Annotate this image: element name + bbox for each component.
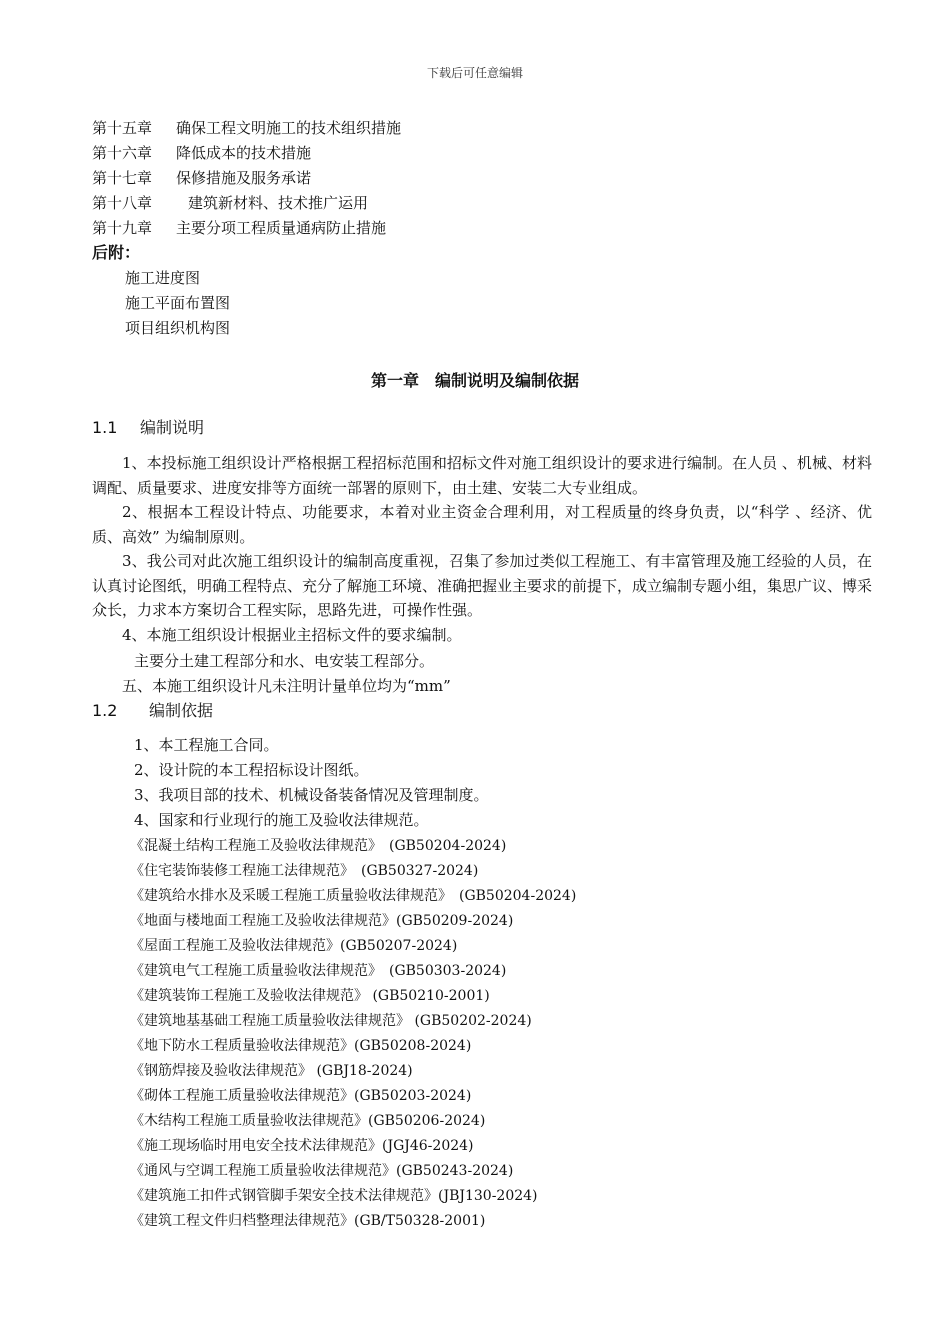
section-number: 1.1: [92, 418, 118, 437]
paragraph: 1、本投标施工组织设计严格根据工程招标范围和招标文件对施工组织设计的要求进行编制。在人员 、机械、材料调配、质量要求、进度安排等方面统一部署的原则下，由土建、安装二大专业组成。: [92, 454, 872, 497]
reference-item: 《建筑施工扣件式钢管脚手架安全技术法律规范》(JBJ130-2024): [130, 1188, 538, 1204]
appendix-item: 施工进度图: [125, 269, 201, 287]
reference-item: 《混凝土结构工程施工及验收法律规范》 (GB50204-2024): [130, 838, 507, 854]
paragraph: 4、本施工组织设计根据业主招标文件的要求编制。: [122, 626, 462, 644]
appendix-item: 施工平面布置图: [125, 294, 231, 312]
reference-item: 《建筑工程文件归档整理法律规范》(GB/T50328-2001): [130, 1213, 486, 1229]
section-title: 编制说明: [140, 418, 205, 437]
paragraph-line: 主要分土建工程部分和水、电安装工程部分。: [134, 652, 435, 670]
basis-item: 2、设计院的本工程招标设计图纸。: [134, 761, 369, 779]
reference-item: 《砌体工程施工质量验收法律规范》(GB50203-2024): [130, 1088, 472, 1104]
toc-chapter-number: 第十八章: [92, 194, 153, 212]
paragraph-line: 五、本施工组织设计凡未注明计量单位均为“mm”: [122, 677, 451, 695]
paragraph: 3、我公司对此次施工组织设计的编制高度重视，召集了参加过类似工程施工、有丰富管理及施工经验的人员，在认真讨论图纸，明确工程特点、充分了解施工环境、准确把握业主要求的前提下，成立编制专题小组，集思广议、博采众长，力求本方案切合工程实际，思路先进，可操作性强。: [92, 552, 873, 620]
appendix-title: 后附：: [92, 243, 141, 262]
section-heading: [92, 417, 204, 439]
toc-chapter-number: 第十五章: [92, 119, 153, 137]
reference-item: 《地下防水工程质量验收法律规范》(GB50208-2024): [130, 1038, 472, 1054]
toc-chapter-number: 第十九章: [92, 219, 153, 237]
reference-item: 《建筑给水排水及采暖工程施工质量验收法律规范》 (GB50204-2024): [130, 888, 577, 904]
toc-chapter-title: 保修措施及服务承诺: [176, 169, 312, 187]
toc-chapter-number: 第十七章: [92, 169, 153, 187]
page-header: 下载后可任意编辑: [426, 66, 523, 80]
toc-chapter-number: 第十六章: [92, 144, 153, 162]
toc-item: [92, 143, 311, 163]
reference-item: 《屋面工程施工及验收法律规范》(GB50207-2024): [130, 938, 458, 954]
reference-item: 《地面与楼地面工程施工及验收法律规范》(GB50209-2024): [130, 913, 514, 929]
toc-chapter-title: 降低成本的技术措施: [176, 144, 312, 162]
basis-item: 3、我项目部的技术、机械设备装备情况及管理制度。: [134, 786, 489, 804]
reference-item: 《施工现场临时用电安全技术法律规范》(JGJ46-2024): [130, 1138, 474, 1154]
section-heading: [92, 700, 213, 722]
section-number: 1.2: [92, 701, 118, 720]
toc-item: [92, 193, 368, 213]
paragraph: 2、根据本工程设计特点、功能要求，本着对业主资金合理利用，对工程质量的终身负责，以“科学 、经济、优质、高效” 为编制原则。: [92, 503, 872, 546]
reference-item: 《钢筋焊接及验收法律规范》 (GBJ18-2024): [130, 1063, 413, 1079]
reference-item: 《建筑地基基础工程施工质量验收法律规范》 (GB50202-2024): [130, 1013, 532, 1029]
basis-item: 1、本工程施工合同。: [134, 736, 279, 754]
reference-item: 《建筑装饰工程施工及验收法律规范》 (GB50210-2001): [130, 988, 490, 1004]
toc-item: [92, 218, 386, 238]
toc-item: [92, 168, 311, 188]
chapter-title: 第一章 编制说明及编制依据: [370, 371, 579, 390]
section-title: 编制依据: [149, 701, 214, 720]
toc-chapter-title: 主要分项工程质量通病防止措施: [176, 219, 387, 237]
reference-item: 《木结构工程施工质量验收法律规范》(GB50206-2024): [130, 1113, 486, 1129]
toc-chapter-title: 建筑新材料、技术推广运用: [188, 194, 369, 212]
basis-item: 4、国家和行业现行的施工及验收法律规范。: [134, 811, 429, 829]
reference-item: 《建筑电气工程施工质量验收法律规范》 (GB50303-2024): [130, 963, 507, 979]
toc-item: [92, 118, 401, 138]
appendix-item: 项目组织机构图: [125, 319, 231, 337]
reference-item: 《通风与空调工程施工质量验收法律规范》(GB50243-2024): [130, 1163, 514, 1179]
reference-item: 《住宅装饰装修工程施工法律规范》 (GB50327-2024): [130, 863, 479, 879]
toc-chapter-title: 确保工程文明施工的技术组织措施: [176, 119, 402, 137]
